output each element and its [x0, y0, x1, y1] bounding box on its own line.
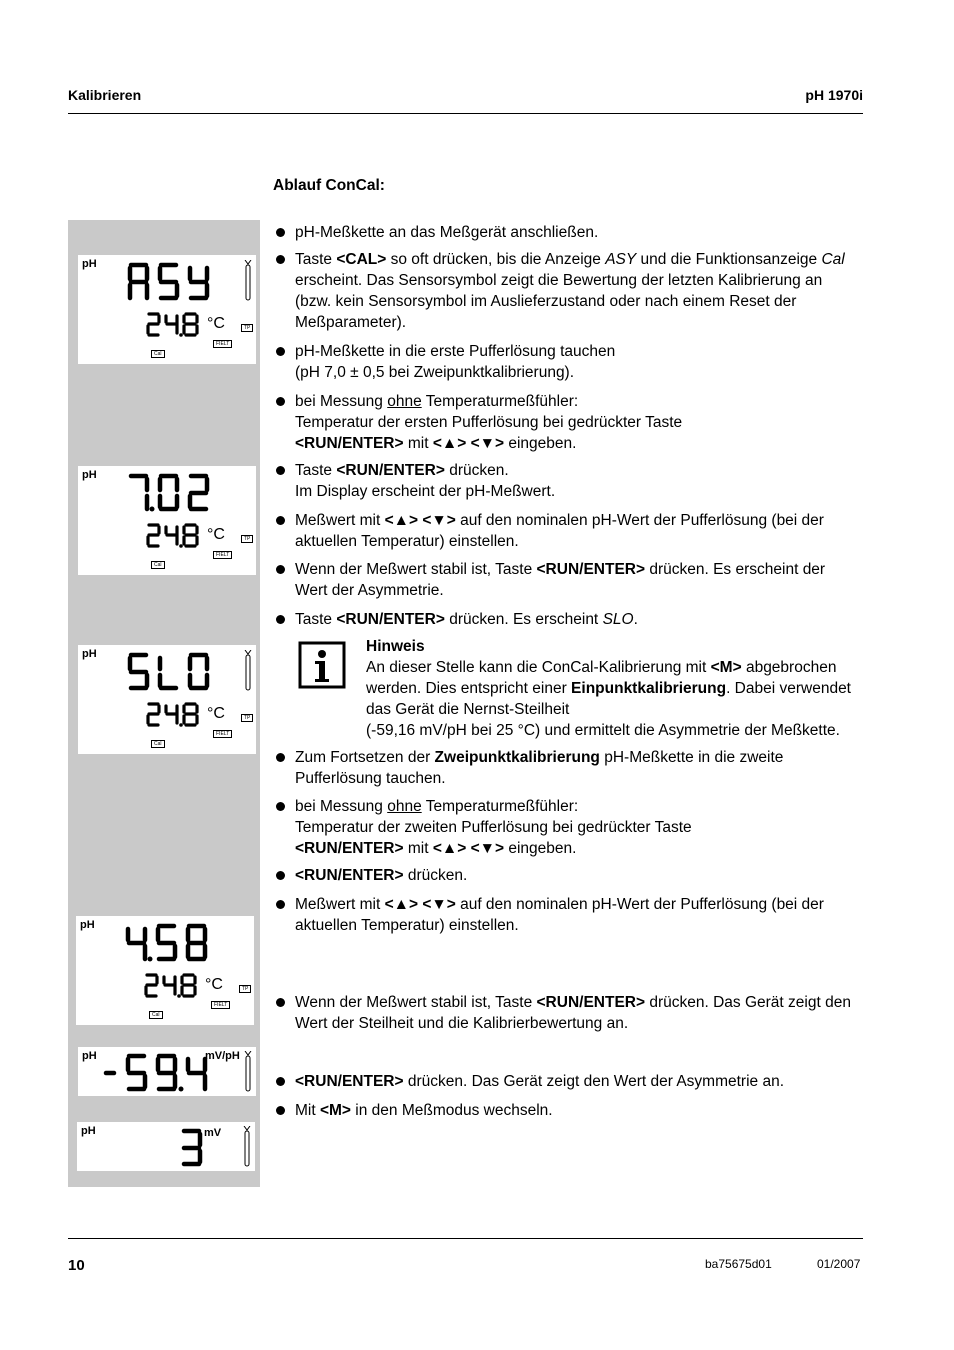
tp-tag: TP	[241, 535, 253, 543]
step-item: Meßwert mit <▲> <▼> auf den nominalen pH-Wert der Pufferlösung (bei der aktuellen Temperatur) einstellen.	[275, 510, 855, 552]
ph-label: pH	[82, 648, 97, 660]
cal-tag: Cal	[151, 740, 165, 748]
section-title: Ablauf ConCal:	[273, 177, 385, 194]
header-section: Kalibrieren	[68, 87, 142, 103]
ph-label: pH	[82, 469, 97, 481]
lcd-display-4-58	[76, 916, 254, 1025]
unit-label: mV/pH	[205, 1050, 240, 1062]
ph-label: pH	[82, 258, 97, 270]
temp-value-display	[146, 311, 206, 337]
step-item: pH-Meßkette an das Meßgerät anschließen.	[275, 222, 855, 243]
header-device: pH 1970i	[805, 87, 863, 103]
main-value-4-58	[124, 922, 214, 962]
field-tag: FIELT	[213, 551, 232, 559]
unit-label: mV	[204, 1127, 222, 1139]
cal-tag: Cal	[151, 561, 165, 569]
step-item: bei Messung ohne Temperaturmeßfühler: Temperatur der ersten Pufferlösung bei gedrückter Taste <RUN/ENTER> mit <▲> <▼> eingeben.	[275, 391, 855, 454]
page-number: 10	[68, 1257, 85, 1274]
temp-value-display	[146, 701, 206, 727]
note-text-2: (-59,16 mV/pH bei 25 °C) und ermittelt die Asymmetrie der Meßkette.	[366, 722, 840, 739]
ph-label: pH	[81, 1125, 96, 1137]
field-tag: FIELT	[213, 730, 232, 738]
main-value-slope	[102, 1052, 208, 1092]
temp-unit: °C	[207, 705, 225, 722]
step-item: Mit <M> in den Meßmodus wechseln.	[275, 1100, 855, 1121]
step-item: Meßwert mit <▲> <▼> auf den nominalen pH-Wert der Pufferlösung (bei der aktuellen Temperatur) einstellen.	[275, 894, 855, 936]
note-title: Hinweis	[366, 638, 425, 655]
temp-value-display	[146, 522, 206, 548]
step-item: bei Messung ohne Temperaturmeßfühler: Temperatur der zweiten Pufferlösung bei gedrückter Taste <RUN/ENTER> mit <▲> <▼> eingeben.	[275, 796, 855, 859]
tp-tag: TP	[241, 324, 253, 332]
temp-value-display	[144, 972, 204, 998]
tp-tag: TP	[241, 714, 253, 722]
temp-unit: °C	[207, 315, 225, 332]
temp-unit: °C	[207, 526, 225, 543]
cal-tag: Cal	[149, 1011, 163, 1019]
electrode-icon	[244, 1051, 252, 1093]
electrode-icon	[243, 1126, 251, 1168]
step-item: pH-Meßkette in die erste Pufferlösung tauchen (pH 7,0 ± 0,5 bei Zweipunktkalibrierung).	[275, 341, 855, 383]
ph-label: pH	[82, 1050, 97, 1062]
footer-rule	[68, 1238, 863, 1239]
step-item: Wenn der Meßwert stabil ist, Taste <RUN/ENTER> drücken. Das Gerät zeigt den Wert der Steilheit und die Kalibrierbewertung an.	[275, 992, 855, 1034]
info-icon	[297, 640, 347, 690]
step-item: <RUN/ENTER> drücken. Das Gerät zeigt den Wert der Asymmetrie an.	[275, 1071, 855, 1092]
electrode-icon	[244, 260, 252, 302]
tp-tag: TP	[239, 985, 251, 993]
field-tag: FIELT	[211, 1001, 230, 1009]
document-date: 01/2007	[817, 1257, 861, 1271]
step-item: Taste <CAL> so oft drücken, bis die Anzeige ASY und die Funktionsanzeige Cal erscheint. Das Sensorsymbol zeigt die Bewertung der letzten Kalibrierung an (bzw. kein Sensorsymbol im Auslieferzustand oder nach einem Reset der Meßparameter).	[275, 249, 855, 333]
step-item: Wenn der Meßwert stabil ist, Taste <RUN/ENTER> drücken. Es erscheint der Wert der Asymmetrie.	[275, 559, 855, 601]
step-item: Taste <RUN/ENTER> drücken. Im Display erscheint der pH-Meßwert.	[275, 460, 855, 502]
document-id: ba75675d01	[705, 1257, 772, 1271]
lcd-display-slope	[78, 1047, 256, 1096]
step-item: Taste <RUN/ENTER> drücken. Es erscheint SLO.	[275, 609, 855, 630]
step-item: Zum Fortsetzen der Zweipunktkalibrierung pH-Meßkette in die zweite Pufferlösung tauchen.	[275, 747, 855, 789]
note-text: An dieser Stelle kann die ConCal-Kalibrierung mit <M> abgebrochen werden. Dies entspricht einer Einpunktkalibrierung. Dabei verwendet das Gerät die Nernst-Steilheit	[366, 659, 851, 718]
step-list	[275, 222, 855, 1121]
electrode-icon	[244, 650, 252, 692]
main-value-asymmetry	[179, 1127, 205, 1167]
main-value-slo	[126, 651, 216, 691]
note-box	[275, 636, 855, 741]
main-value-7-02	[126, 472, 216, 512]
temp-unit: °C	[205, 976, 223, 993]
lcd-display-7-02	[78, 466, 256, 575]
field-tag: FIELT	[213, 340, 232, 348]
lcd-display-slo	[78, 645, 256, 754]
lcd-display-asymmetry	[77, 1122, 255, 1171]
ph-label: pH	[80, 919, 95, 931]
step-item: <RUN/ENTER> drücken.	[275, 865, 855, 886]
main-value-asy	[126, 261, 216, 301]
cal-tag: Cal	[151, 350, 165, 358]
header-rule	[68, 113, 863, 114]
lcd-display-asy	[78, 255, 256, 364]
